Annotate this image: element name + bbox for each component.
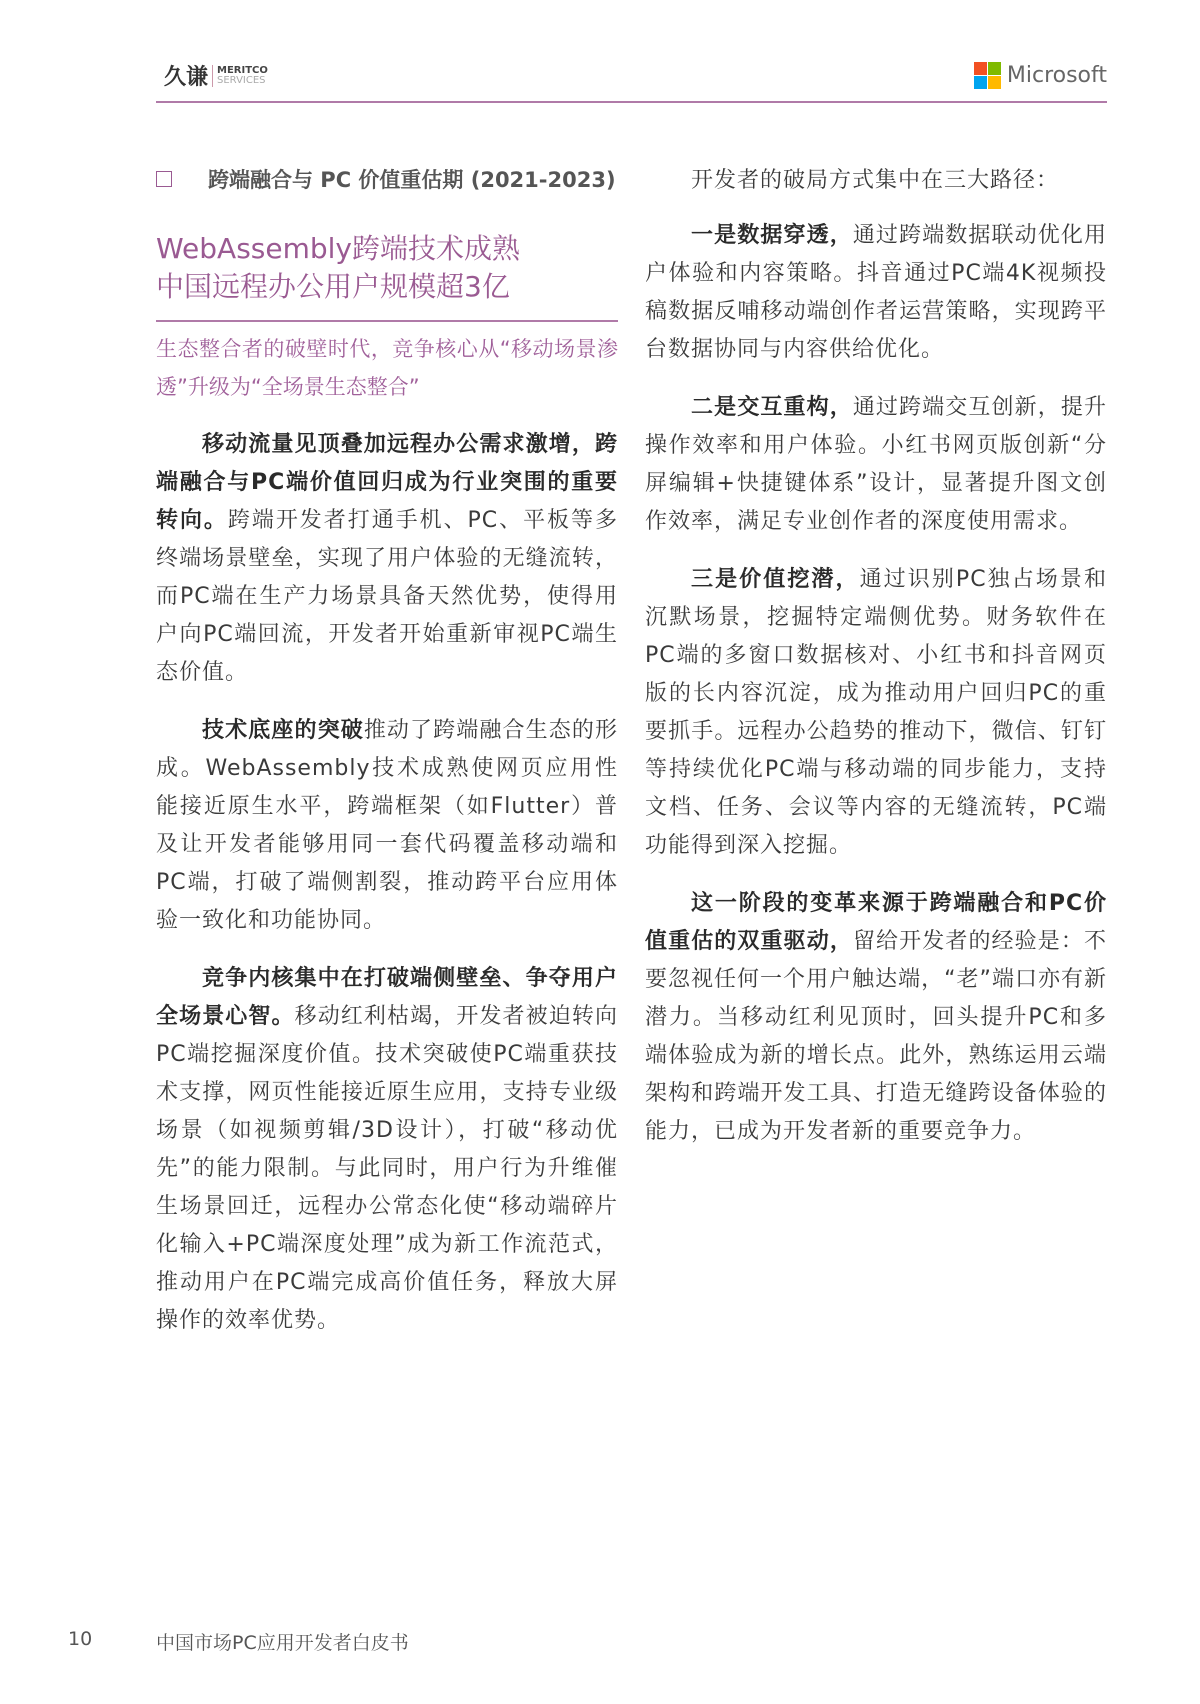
microsoft-logo — [974, 62, 1107, 89]
paragraph — [156, 712, 618, 940]
checkbox-square-icon — [156, 171, 172, 187]
body-text: 移动红利枯竭，开发者被迫转向PC端挖掘深度价值。技术突破使PC端重获技术支撑，网页性能接近原生应用，支持专业级场景（如视频剪辑/3D设计），打破“移动优先”的能力限制。与此同时，用户行为升维催生场景回迁，远程办公常态化使“移动端碎片化输入+PC端深度处理”成为新工作流范式，推动用户在PC端完成高价值任务，释放大屏操作的效率优势。 — [156, 1004, 618, 1333]
body-text: 通过跨端交互创新，提升操作效率和用户体验。小红书网页版创新“分屏编辑+快捷键体系”设计，显著提升图文创作效率，满足专业创作者的深度使用需求。 — [645, 395, 1107, 534]
paragraph — [645, 389, 1107, 541]
page-number: 10 — [68, 1628, 93, 1650]
lead-bold: 三是价值挖潜， — [691, 567, 860, 592]
paragraph — [645, 885, 1107, 1151]
body-text: 留给开发者的经验是：不要忽视任何一个用户触达端，“老”端口亦有新潜力。当移动红利见顶时，回头提升PC和多端体验成为新的增长点。此外，熟练运用云端架构和跨端开发工具、打造无缝跨设备体验的能力，已成为开发者新的重要竞争力。 — [645, 929, 1107, 1144]
ms-square-red — [974, 62, 987, 75]
section-heading-text: 跨端融合与 PC 价值重估期 (2021-2023) — [208, 168, 616, 192]
paragraph — [156, 426, 618, 692]
title-rule — [156, 320, 618, 322]
paragraph — [645, 561, 1107, 865]
footer-title: 中国市场PC应用开发者白皮书 — [156, 1632, 409, 1654]
lead-bold: 移动流量见顶叠加远程办公需求激增，跨端融合与PC端价值回归成为行业突围的重要转向。 — [156, 432, 618, 533]
paragraph — [645, 217, 1107, 369]
lead-bold: 二是交互重构， — [691, 395, 853, 420]
lead-bold: 这一阶段的变革来源于跨端融合和PC价值重估的双重驱动， — [645, 891, 1107, 954]
title-line-1: WebAssembly跨端技术成熟 — [156, 232, 521, 265]
microsoft-squares-icon — [974, 62, 1001, 89]
body-text: 跨端开发者打通手机、PC、平板等多终端场景壁垒，实现了用户体验的无缝流转，而PC端在生产力场景具备天然优势，使得用户向PC端回流，开发者开始重新审视PC端生态价值。 — [156, 508, 618, 685]
ms-square-yellow — [988, 76, 1001, 89]
body-text: 通过识别PC独占场景和沉默场景，挖掘特定端侧优势。财务软件在PC端的多窗口数据核对、小红书和抖音网页版的长内容沉淀，成为推动用户回归PC的重要抓手。远程办公趋势的推动下，微信、钉钉等持续优化PC端与移动端的同步能力，支持文档、任务、会议等内容的无缝流转，PC端功能得到深入挖掘。 — [645, 567, 1107, 858]
section-heading — [156, 162, 618, 196]
meritco-logo — [164, 60, 268, 91]
subtitle: 生态整合者的破壁时代，竞争核心从“移动场景渗透”升级为“全场景生态整合” — [156, 337, 618, 399]
paragraph — [156, 960, 618, 1340]
body-text: 推动了跨端融合生态的形成。WebAssembly技术成熟使网页应用性能接近原生水平，跨端框架（如Flutter）普及让开发者能够用同一套代码覆盖移动端和PC端，打破了端侧割裂，推动跨平台应用体验一致化和功能协同。 — [156, 718, 618, 933]
microsoft-wordmark: Microsoft — [1006, 63, 1107, 88]
body-text: 通过跨端数据联动优化用户体验和内容策略。抖音通过PC端4K视频投稿数据反哺移动端创作者运营策略，实现跨平台数据协同与内容供给优化。 — [645, 223, 1107, 362]
ms-square-green — [988, 62, 1001, 75]
title-line-2: 中国远程办公用户规模超3亿 — [156, 270, 510, 303]
lead-bold: 竞争内核集中在打破端侧壁垒、争夺用户全场景心智。 — [156, 966, 618, 1029]
header-rule — [156, 101, 1107, 103]
ms-square-blue — [974, 76, 987, 89]
intro-paragraph: 开发者的破局方式集中在三大路径： — [691, 168, 1060, 193]
logo-en-line2: SERVICES — [217, 74, 266, 86]
article-title — [156, 230, 618, 306]
logo-en-line1: MERITCO — [217, 64, 268, 76]
lead-bold: 一是数据穿透， — [691, 223, 853, 248]
right-column — [645, 162, 1107, 1171]
logo-cn: 久谦 — [164, 65, 209, 90]
logo-divider — [212, 65, 213, 87]
left-column — [156, 162, 618, 1360]
lead-bold: 技术底座的突破 — [202, 718, 364, 743]
logo-en — [217, 66, 268, 86]
